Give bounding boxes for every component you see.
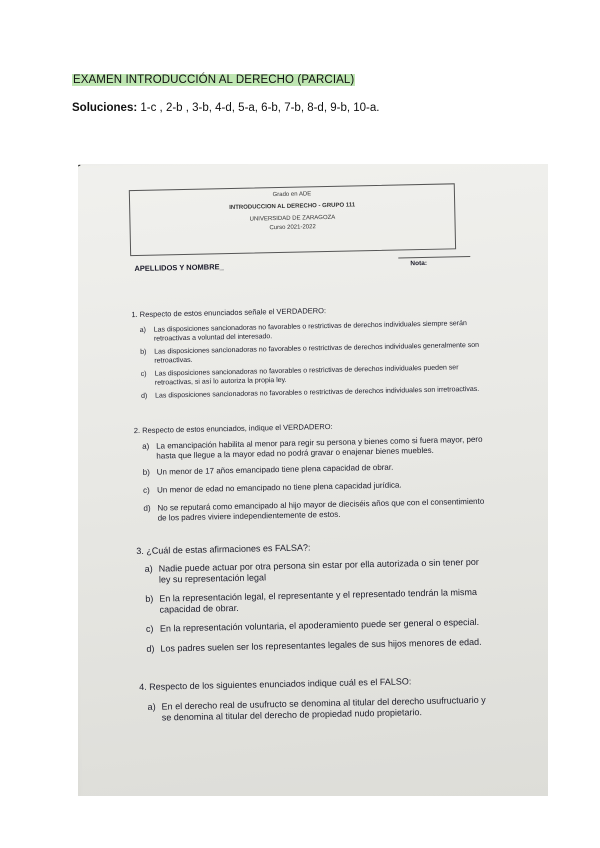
- option-text: No se reputará como emancipado al hijo mayor de dieciséis años que con el consentimiento de los padres viviere independientemente de estos.: [157, 496, 485, 523]
- note-label: Nota:: [410, 259, 428, 268]
- option-text: En la representación legal, el representante y el representado tendrán la misma capacidad de obrar.: [159, 586, 478, 615]
- option-letter: c): [140, 370, 147, 378]
- option: [141, 363, 485, 388]
- option-letter: d): [141, 392, 148, 400]
- option-letter: d): [146, 643, 155, 654]
- option: [142, 435, 486, 462]
- exam-photo: [78, 164, 548, 796]
- option: [145, 587, 489, 616]
- option-text: En la representación voluntaria, el apoderamiento puede ser general o especial.: [159, 616, 480, 634]
- option: [148, 695, 492, 724]
- option-letter: a): [147, 701, 156, 712]
- option-letter: d): [143, 503, 151, 513]
- option-text: Las disposiciones sancionadoras no favorables o restrictivas de derechos individuales son irretroactivas.: [155, 385, 480, 400]
- question-text: 1. Respecto de estos enunciados señale el VERDADERO:: [131, 306, 327, 320]
- option-text: Las disposiciones sancionadoras no favorables o restrictivas de derechos individuales siempre serán retroactivas a voluntad del interesado.: [153, 320, 467, 343]
- option-text: Las disposiciones sancionadoras no favorables o restrictivas de derechos individuales pueden ser retroactivas, si así lo autoriza la propia ley.: [154, 364, 459, 387]
- solutions-label: Soluciones:: [72, 102, 138, 114]
- option-text: La emancipación habilita al menor para regir su persona y bienes como si fuera mayor, pero hasta que llegue a la mayor edad no podrá gravar o enajenar bienes muebles.: [156, 434, 483, 461]
- question-text: 4. Respecto de los siguientes enunciados indique cuál es el FALSO:: [139, 676, 412, 693]
- option: [143, 461, 487, 478]
- option-letter: c): [145, 623, 154, 634]
- check-mark-icon: [78, 164, 83, 182]
- question-text: 2. Respecto de estos enunciados, indique el VERDADERO:: [133, 421, 333, 436]
- option-text: Un menor de 17 años emancipado tiene plena capacidad de obrar.: [156, 462, 394, 477]
- header-university: UNIVERSIDAD DE ZARAGOZA: [249, 214, 336, 223]
- header-degree: Grado en ADE: [272, 191, 312, 199]
- option-text: Los padres suelen ser los representantes legales de sus hijos menores de edad.: [160, 636, 482, 654]
- option-letter: b): [140, 348, 147, 356]
- solutions-text: 1-c , 2-b , 3-b, 4-d, 5-a, 6-b, 7-b, 8-d, 9-b, 10-a.: [137, 102, 380, 114]
- header-year: Curso 2021-2022: [269, 224, 316, 232]
- exam-content: [115, 172, 515, 723]
- option-text: Nadie puede actuar por otra persona sin estar por ella autorizada o sin tener por ley su representación legal: [158, 556, 479, 585]
- option-text: Las disposiciones sancionadoras no favorables o restrictivas de derechos individuales generalmente son retroactivas.: [154, 341, 480, 365]
- option-letter: c): [142, 485, 150, 495]
- option: [145, 557, 489, 586]
- exam-header-box: [129, 183, 456, 256]
- option: [143, 479, 487, 496]
- option-letter: b): [142, 467, 150, 477]
- solutions-line: [72, 102, 379, 114]
- option-text: Un menor de edad no emancipado no tiene plena capacidad jurídica.: [156, 480, 402, 495]
- name-label: APELLIDOS Y NOMBRE_: [134, 262, 224, 274]
- option-letter: a): [144, 563, 153, 574]
- header-course: INTRODUCCION AL DERECHO - GRUPO 111: [229, 202, 356, 212]
- option-letter: b): [145, 593, 154, 604]
- exam-paper: [78, 164, 548, 796]
- option-text: En el derecho real de usufructo se denomina al titular del derecho usufructuario y se denomina al titular del derecho de propiedad nudo propietario.: [161, 694, 486, 723]
- option: [146, 617, 490, 635]
- question-text: 3. ¿Cuál de estas afirmaciones es FALSA?:: [136, 542, 311, 557]
- option: [140, 319, 484, 344]
- option: [143, 497, 487, 524]
- option: [141, 385, 485, 401]
- option-letter: a): [142, 441, 150, 451]
- document-title: EXAMEN INTRODUCCIÓN AL DERECHO (PARCIAL): [73, 74, 355, 86]
- option: [140, 341, 484, 366]
- note-line: [398, 256, 470, 259]
- option: [146, 637, 490, 655]
- option-letter: a): [139, 326, 147, 334]
